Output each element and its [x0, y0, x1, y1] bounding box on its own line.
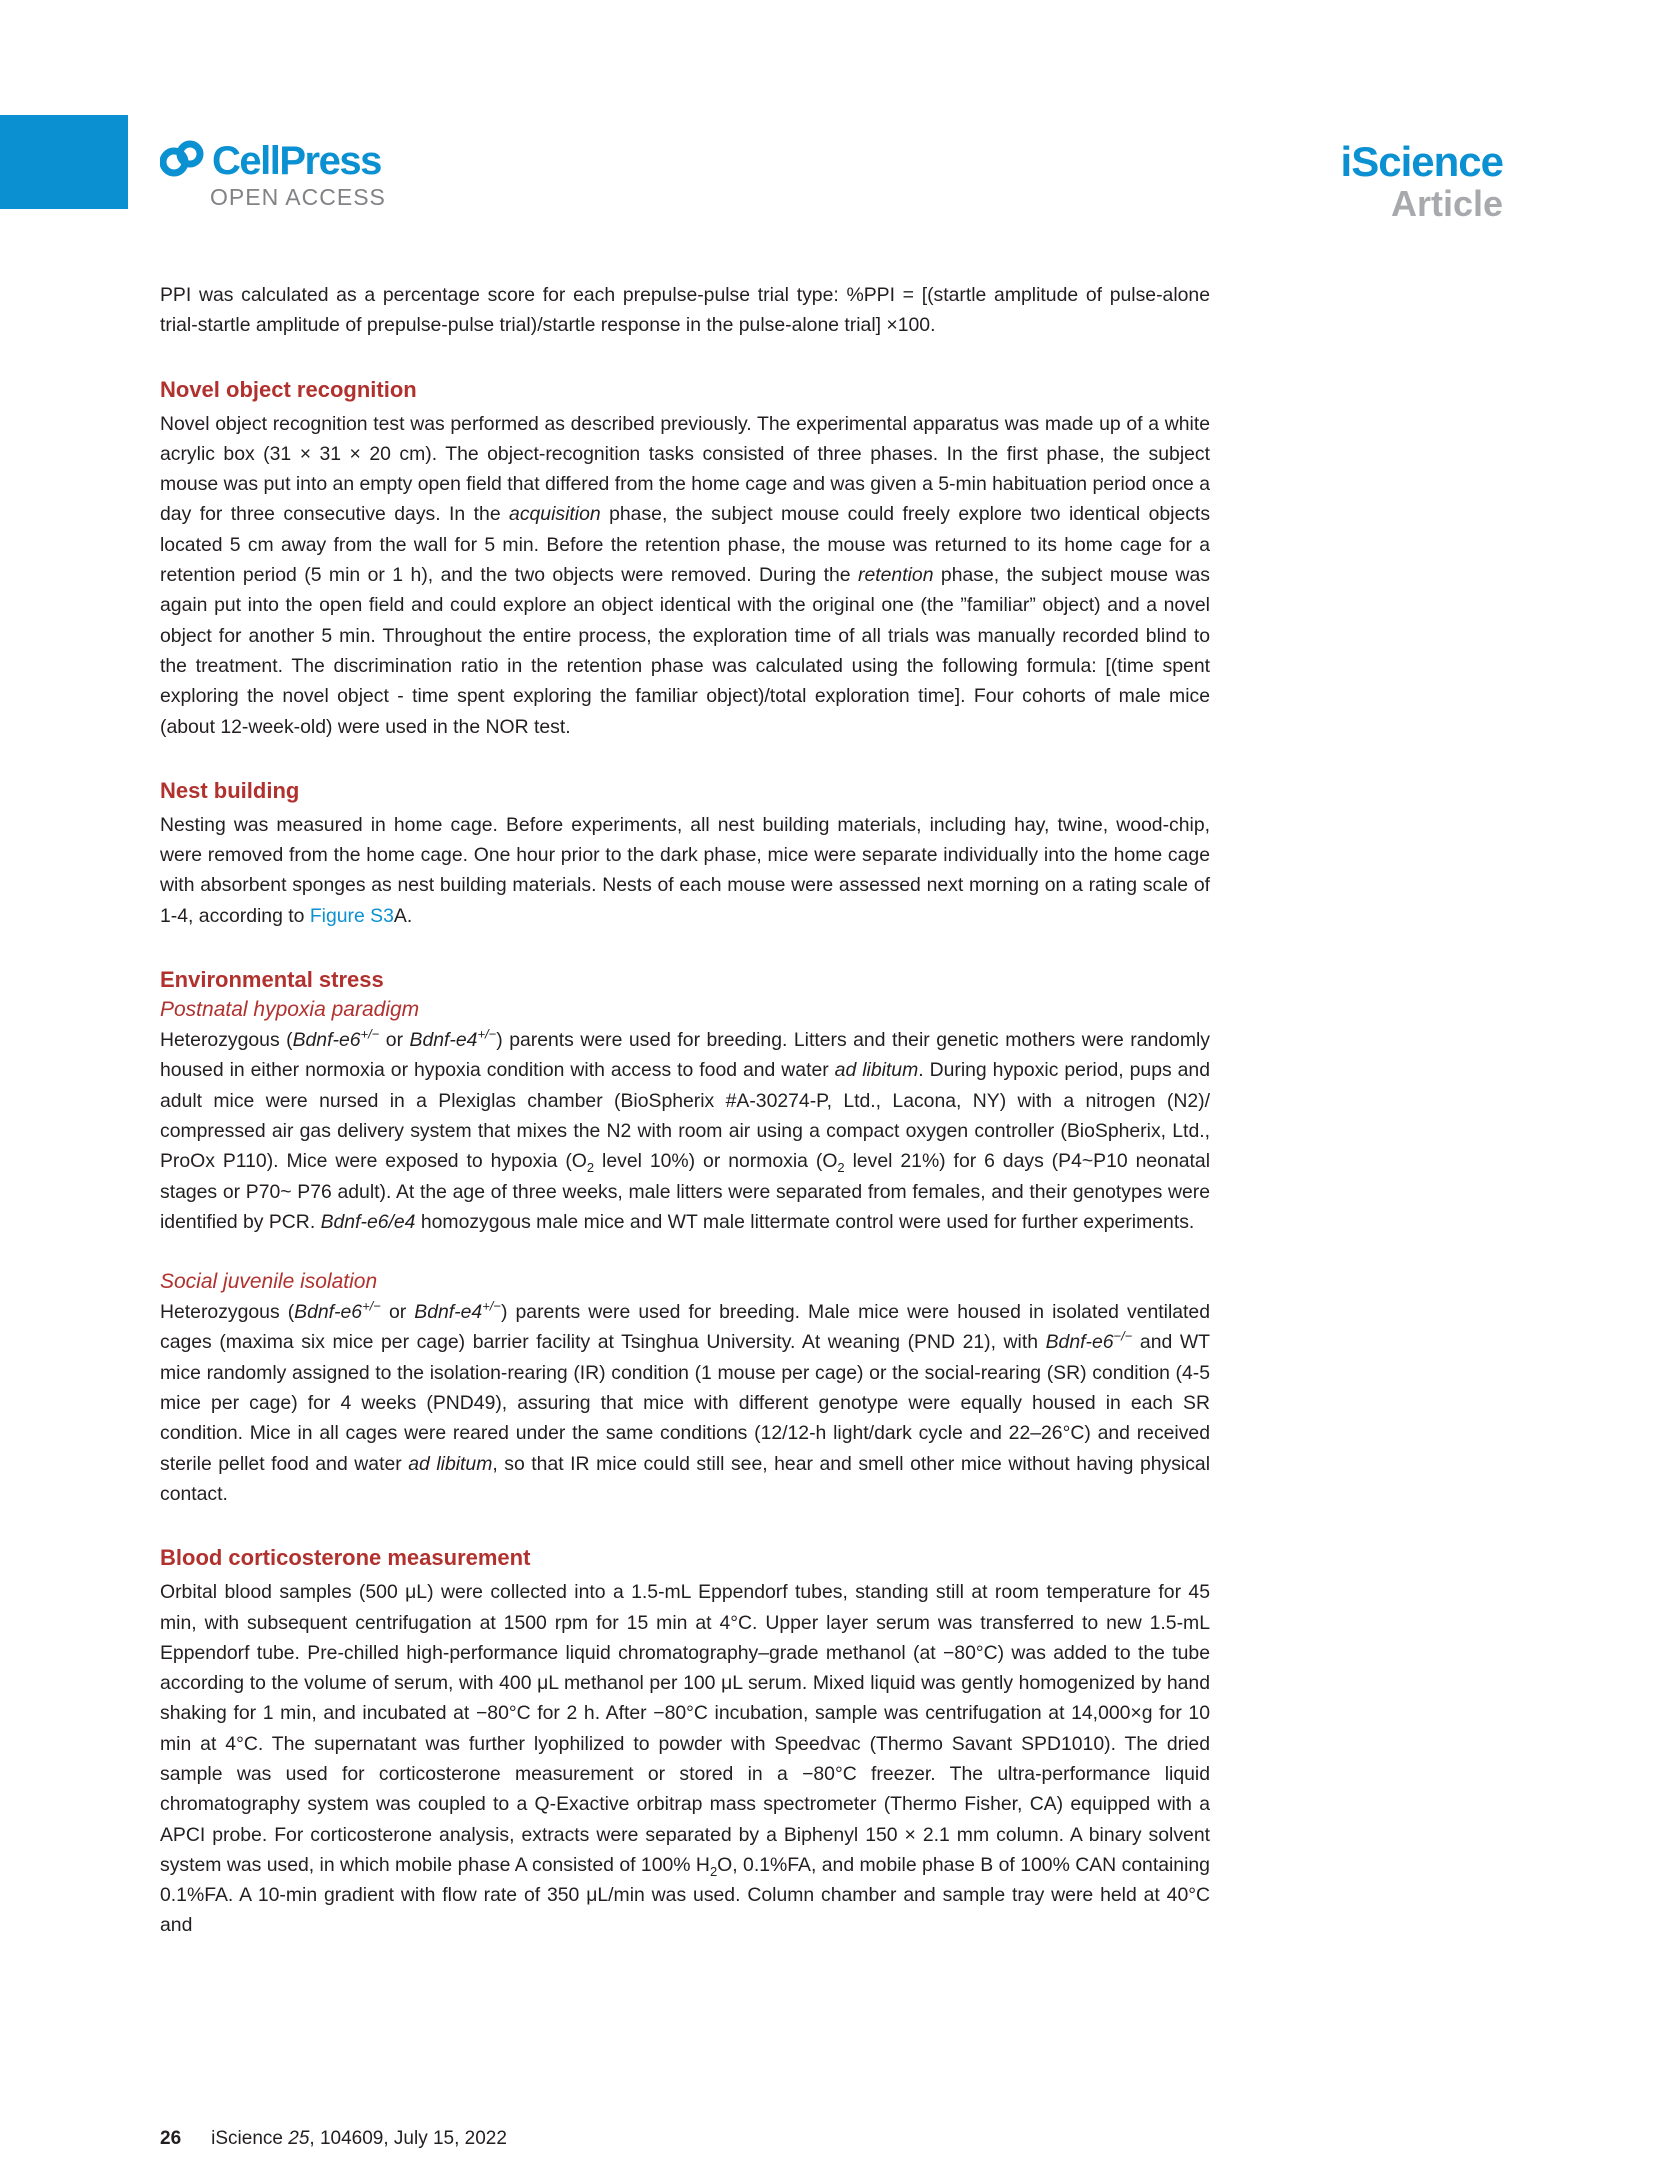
blood-paragraph: Orbital blood samples (500 μL) were collected into a 1.5-mL Eppendorf tubes, standing still at room temperature for 45 min, with subsequent centrifugation at 1500 rpm for 15 min at 4°C. Upper layer serum was transferred to new 1.5-mL Eppendorf tube. Pre-chilled high-performance liquid chromatography–grade methanol (at −80°C) was added to the tube according to the volume of serum, with 400 μL methanol per 100 μL serum. Mixed liquid was gently homogenized by hand shaking for 1 min, and incubated at −80°C for 2 h. After −80°C incubation, sample was centrifugation at 14,000×g for 10 min at 4°C. The supernatant was further lyophilized to powder with Speedvac (Thermo Savant SPD1010). The dried sample was used for corticosterone measurement or stored in a −80°C freezer. The ultra-performance liquid chromatography system was coupled to a Q-Exactive orbitrap mass spectrometer (Thermo Fisher, CA) equipped with a APCI probe. For corticosterone analysis, extracts were separated by a Biphenyl 150 × 2.1 mm column. A binary solvent system was used, in which mobile phase A consisted of 100% $H_2O$, 0.1%FA, and mobile phase B of 100% CAN containing 0.1%FA. A 10-min gradient with flow rate of 350 μL/min was used. Column chamber and sample tray were held at 40°C and [160, 1581, 1210, 1937]
cellpress-logo [160, 140, 386, 211]
footer-volume: 25 [288, 2128, 310, 2149]
nest-paragraph: Nesting was measured in home cage. Before experiments, all nest building materials, including hay, twine, wood-chip, were removed from the home cage. One hour prior to the dark phase, mice were separate individually into the home cage with absorbent sponges as nest building materials. Nests of each mouse were assessed next morning on a rating scale of 1-4, according to Figure S3A. [160, 813, 1210, 927]
page-footer [160, 2128, 507, 2150]
nest-heading: Nest building [160, 777, 300, 803]
logo-text: CellPress [212, 139, 381, 183]
hypoxia-paragraph: Heterozygous (Bdnf-e6+/− or Bdnf-e4+/−) parents were used for breeding. Litters and their genetic mothers were randomly housed in either normoxia or hypoxia condition with access to food and water ad libitum. During hypoxic period, pups and adult mice were nursed in a Plexiglas chamber (BioSpherix #A-30274-P, Ltd., Lacona, NY) with a nitrogen (N2)/ compressed air gas delivery system that mixes the N2 with room air using a compact oxygen controller (BioSpherix, Ltd., ProOx P110). Mice were exposed to hypoxia ($O_2$ level 10%) or normoxia ($O_2$ level 21%) for 6 days (P4~P10 neonatal stages or P70~ P76 adult). At the age of three weeks, male litters were separated from females, and their genotypes were identified by PCR. Bdnf-e6/e4 homozygous male mice and WT male littermate control were used for further experiments. [160, 1026, 1210, 1233]
cellpress-logo-icon [160, 140, 206, 182]
footer-journal: iScience [211, 2128, 289, 2149]
ppi-paragraph: PPI was calculated as a percentage score for each prepulse-pulse trial type: %PPI = [(startle amplitude of pulse-alone trial-startle amplitude of prepulse-pulse trial)/startle response in the pulse-alone trial] ×100. [160, 284, 1210, 337]
open-access-label: OPEN ACCESS [210, 184, 386, 210]
isolation-subheading: Social juvenile isolation [160, 1270, 378, 1294]
article-body [160, 280, 1210, 1941]
nor-paragraph: Novel object recognition test was performed as described previously. The experimental apparatus was made up of a white acrylic box (31 × 31 × 20 cm). The object-recognition tasks consisted of three phases. In the first phase, the subject mouse was put into an empty open field that differed from the home cage and was given a 5-min habituation period once a day for three consecutive days. In the acquisition phase, the subject mouse could freely explore two identical objects located 5 cm away from the wall for 5 min. Before the retention phase, the mouse was returned to its home cage for a retention period (5 min or 1 h), and the two objects were removed. During the retention phase, the subject mouse was again put into the open field and could explore an object identical with the original one (the ”familiar” object) and a novel object for another 5 min. Throughout the entire process, the exploration time of all trials was manually recorded blind to the treatment. The discrimination ratio in the retention phase was calculated using the following formula: [(time spent exploring the novel object - time spent exploring the familiar object)/total exploration time]. Four cohorts of male mice (about 12-week-old) were used in the NOR test. [160, 412, 1211, 738]
footer-citation: , 104609, July 15, 2022 [309, 2128, 507, 2149]
blood-heading: Blood corticosterone measurement [160, 1545, 531, 1571]
journal-name: iScience [1340, 138, 1503, 185]
env-heading: Environmental stress [160, 967, 384, 993]
figure-s3-link[interactable]: Figure S3 [309, 904, 394, 927]
article-type: Article [1390, 183, 1503, 224]
isolation-paragraph: Heterozygous (Bdnf-e6+/− or Bdnf-e4+/−) parents were used for breeding. Male mice were housed in isolated ventilated cages (maxima six mice per cage) barrier facility at Tsinghua University. At weaning (PND 21), with Bdnf-e6−/− and WT mice randomly assigned to the isolation-rearing (IR) condition (1 mouse per cage) or the social-rearing (SR) condition (4-5 mice per cage) for 4 weeks (PND49), assuring that mice with different genotype were equally housed in each SR condition. Mice in all cages were reared under the same conditions (12/12-h light/dark cycle and 22–26°C) and received sterile pellet food and water ad libitum, so that IR mice could still see, hear and smell other mice without having physical contact. [160, 1298, 1211, 1505]
hypoxia-subheading: Postnatal hypoxia paradigm [160, 998, 420, 1022]
journal-masthead [1341, 140, 1503, 224]
page-number: 26 [160, 2128, 182, 2149]
brand-color-block [0, 115, 128, 209]
nor-heading: Novel object recognition [160, 376, 417, 402]
